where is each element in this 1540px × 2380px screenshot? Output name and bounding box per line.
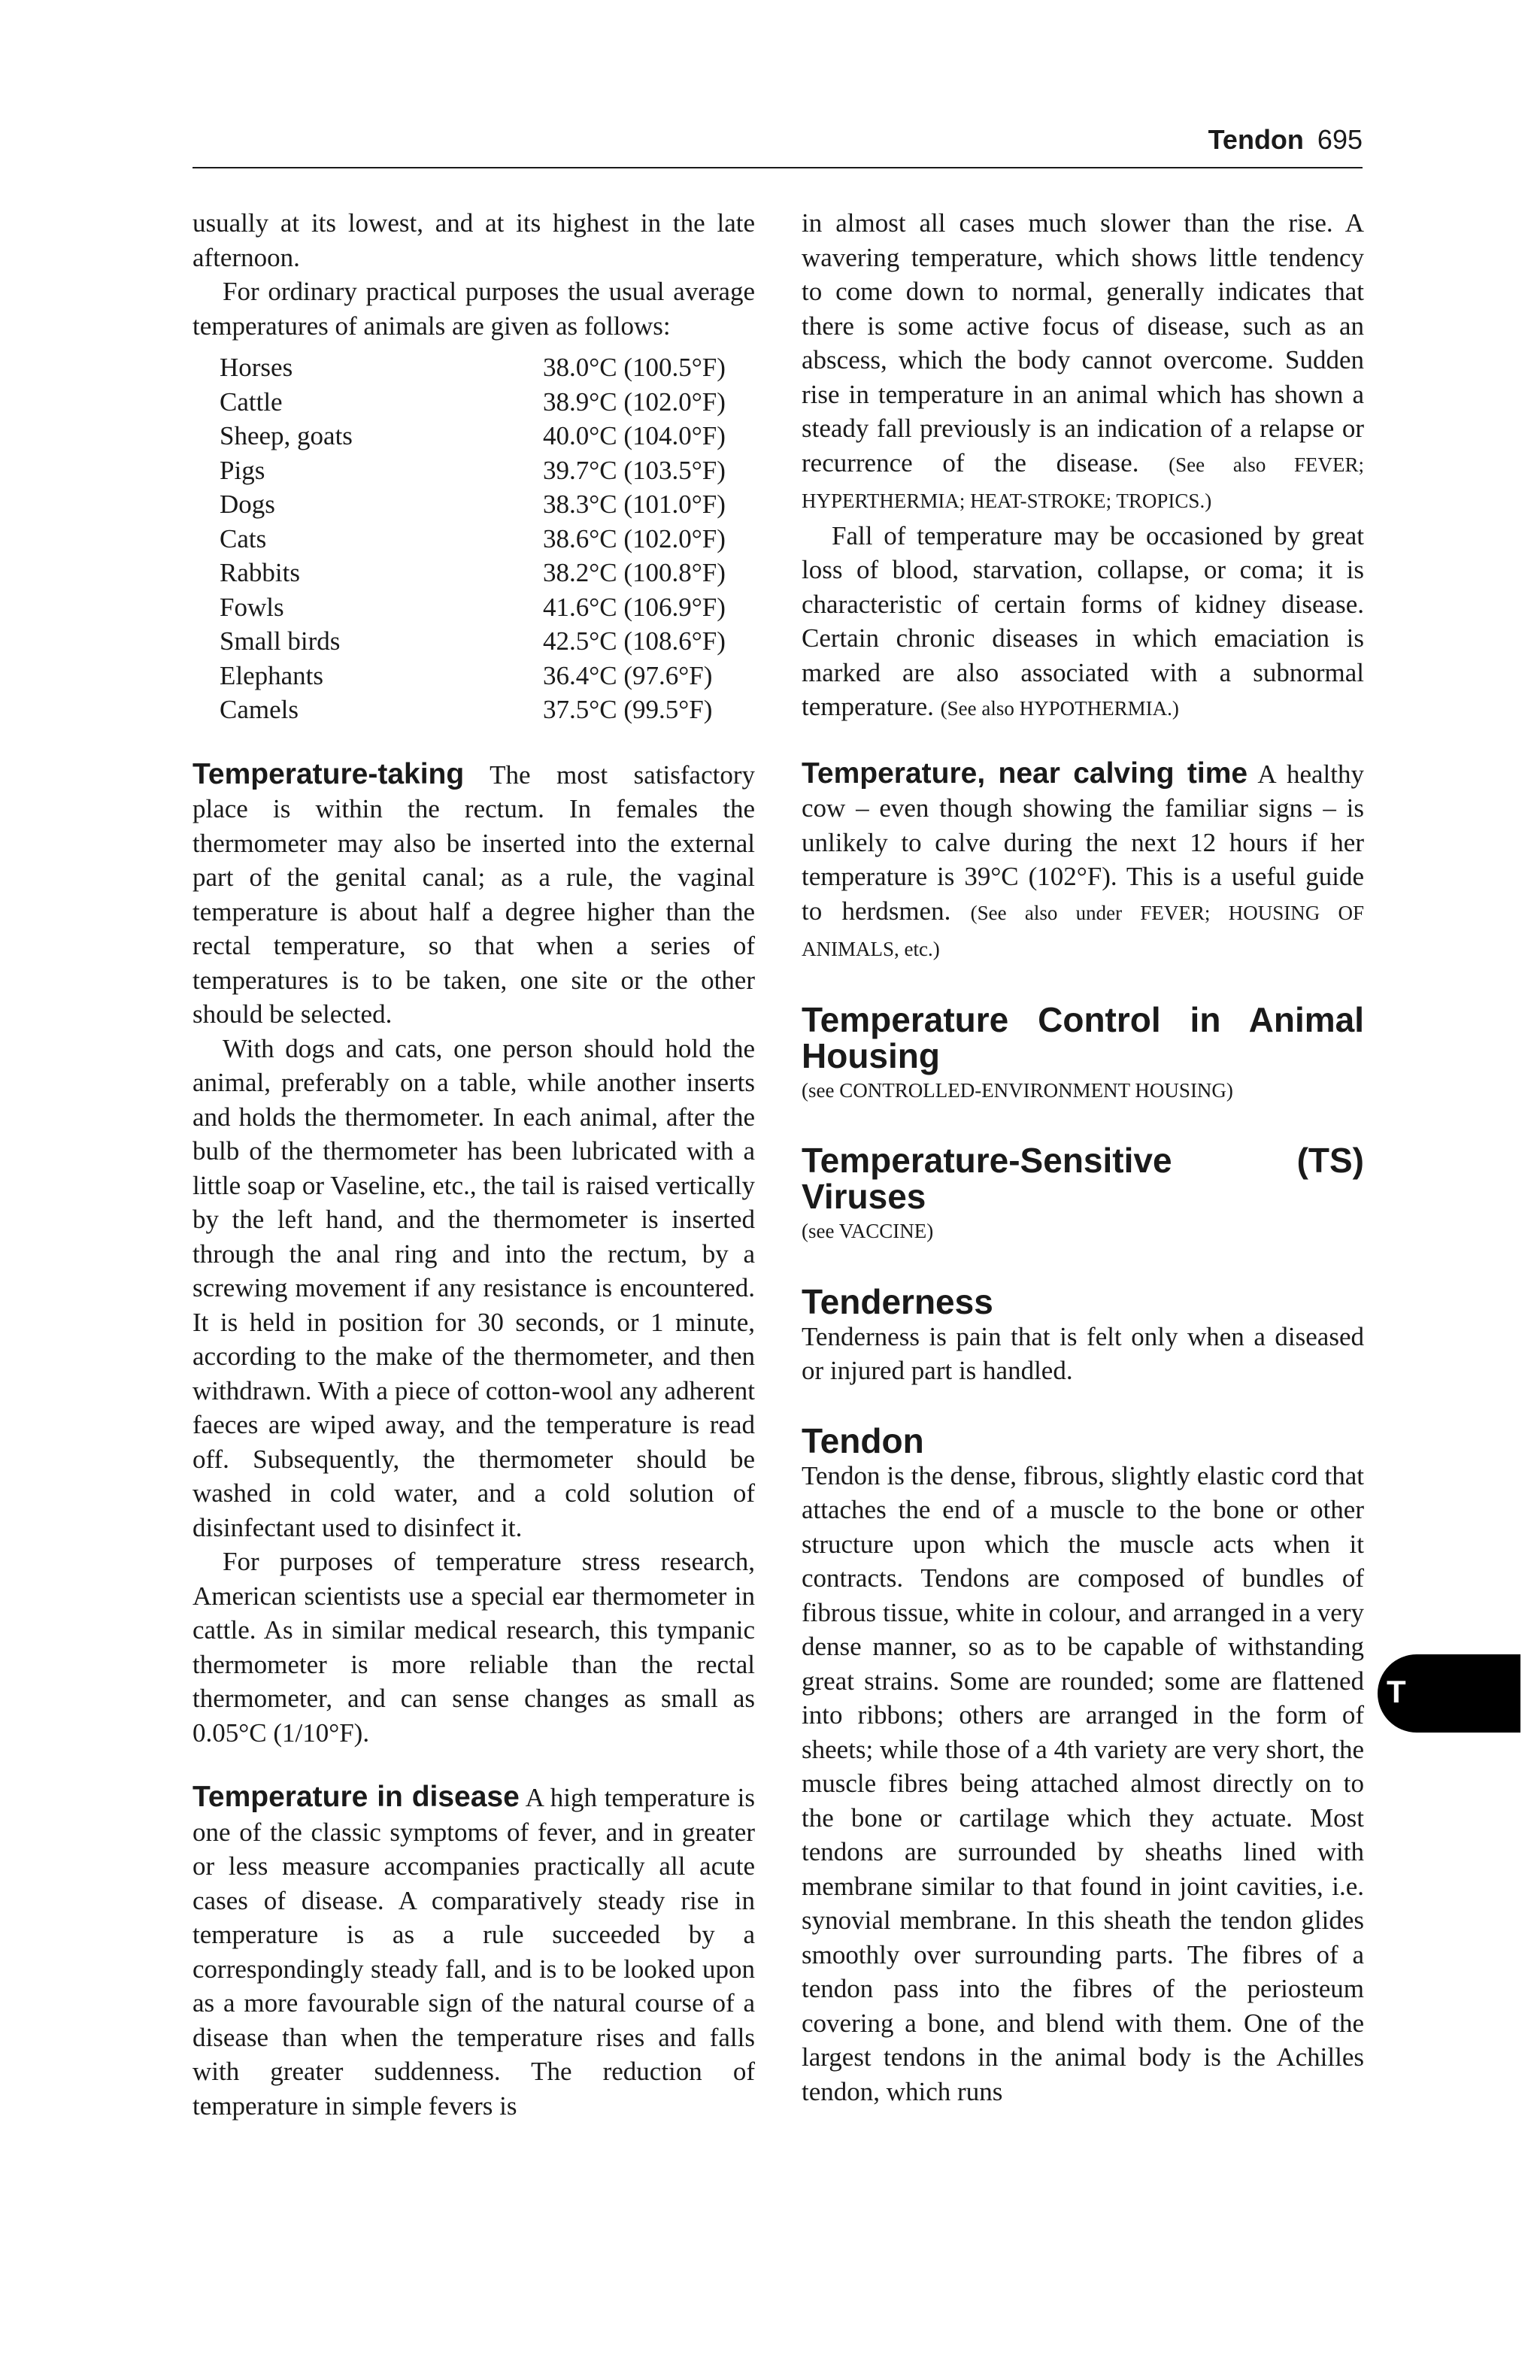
- temperature-value: 39.7°C (103.5°F): [543, 455, 726, 485]
- animal-name: Camels: [220, 695, 299, 724]
- animal-name: Small birds: [220, 626, 341, 656]
- animal-name: Elephants: [220, 660, 324, 690]
- temperature-value: 40.0°C (104.0°F): [543, 421, 726, 450]
- animal-name: Pigs: [220, 455, 265, 485]
- temperature-row: [220, 590, 726, 625]
- headword: Temperature Control in Animal Housing: [802, 999, 1364, 1075]
- running-header-title: Tendon: [1208, 124, 1304, 155]
- cross-reference: (See also under FEVER; HOUSING OF ANIMALS, etc.): [802, 901, 1365, 960]
- cross-reference: (See also HYPOTHERMIA.): [940, 697, 1179, 720]
- paragraph: For ordinary practical purposes the usual average temperatures of animals are given as follows:: [192, 277, 755, 341]
- temperature-row: [220, 419, 726, 453]
- header-rule: [192, 167, 1363, 168]
- temperature-row: [220, 624, 726, 659]
- temperature-row: [220, 350, 726, 385]
- temperature-value: 38.2°C (100.8°F): [543, 558, 726, 587]
- headword: Temperature-Sensitive (TS) Viruses: [802, 1141, 1364, 1216]
- temperature-row: [220, 522, 726, 556]
- animal-name: Rabbits: [220, 558, 300, 587]
- temperature-row: [220, 487, 726, 522]
- paragraph: With dogs and cats, one person should hold the animal, preferably on a table, while another inserts and holds the thermometer. In each animal, after the bulb of the thermometer has been lubricated with a little soap or Vaseline, etc., the tail is raised vertically by the left hand, and the thermometer is inserted through the anal ring and into the rectum, by a screwing movement if any resistance is encountered. It is held in position for 30 seconds, or 1 minute, according to the make of the thermometer, and then withdrawn. With a piece of cotton-wool any adherent faeces are wiped away, and the temperature is read off. Subsequently, the thermometer should be washed in cold water, and a cold solution of disinfectant used to disinfect it.: [192, 1033, 755, 1542]
- headword: Tendon: [802, 1420, 924, 1460]
- paragraph: Fall of temperature may be occasioned by great loss of blood, starvation, collapse, or coma; it is characteristic of certain forms of kidney disease. Certain chronic diseases in which emaciation is marked are also associated with a subnormal temperature. (See also HYPOTHERMIA.): [802, 520, 1364, 721]
- page-number: 695: [1317, 124, 1363, 155]
- paragraph: For purposes of temperature stress research, American scientists use a special ear thermometer in cattle. As in similar medical research, this tympanic thermometer is more reliable than the rectal thermometer, and can sense changes as small as 0.05°C (1/10°F).: [192, 1547, 755, 1748]
- animal-name: Cats: [220, 523, 267, 553]
- running-header: [1208, 124, 1363, 156]
- entry-temperature-taking: [192, 757, 755, 1032]
- subheading: Temperature in disease: [192, 1781, 520, 1813]
- temperature-value: 41.6°C (106.9°F): [543, 592, 726, 622]
- paragraph: usually at its lowest, and at its highest in the late afternoon.: [192, 208, 755, 272]
- entry-text: A high temperature is one of the classic symptoms of fever, and in greater or less measure accompanies practically all acute cases of disease. A comparatively steady rise in temperature is as a rule succeeded by a correspondingly steady fall, and is to be looked upon as a more favourable sign of the natural course of a disease than when the temperature rises and falls with greater suddenness. The reduction of temperature in simple fevers is: [192, 1783, 755, 2121]
- temperature-value: 38.6°C (102.0°F): [543, 523, 726, 553]
- temperature-row: [220, 659, 726, 693]
- subheading: Temperature-taking: [192, 757, 465, 790]
- right-column: [802, 206, 1364, 2109]
- entry-temperature-in-disease: [192, 1780, 755, 2123]
- animal-name: Horses: [220, 353, 293, 382]
- temperature-row: [220, 385, 726, 420]
- temperature-value: 36.4°C (97.6°F): [543, 660, 713, 690]
- cross-reference: (see VACCINE): [802, 1220, 934, 1242]
- temperature-value: 38.3°C (101.0°F): [543, 490, 726, 519]
- subheading: Temperature, near calving time: [802, 756, 1248, 790]
- temperature-value: 37.5°C (99.5°F): [543, 695, 713, 724]
- paragraph: in almost all cases much slower than the rise. A wavering temperature, which shows little tendency to come down to normal, generally indicates that there is some active focus of disease, such as an abscess, which the body cannot overcome. Sudden rise in temperature in an animal which has shown a steady fall previously is an indication of a relapse or recurrence of the disease. (See also FEVER; HYPERTHERMIA; HEAT-STROKE; TROPICS.): [802, 208, 1365, 512]
- temperature-table: [220, 350, 726, 727]
- paragraph: Tendon is the dense, fibrous, slightly elastic cord that attaches the end of a muscle to the bone or other structure upon which the muscle acts when it contracts. Tendons are composed of bundles of fibrous tissue, white in colour, and arranged in a very dense manner, so as to be capable of withstanding great strains. Some are rounded; some are flattened into ribbons; others are arranged in the form of sheets; while those of a 4th variety are very short, the muscle fibres being attached almost directly on to the bone or cartilage which they actuate. Most tendons are surrounded by sheaths lined with membrane similar to that found in joint cavities, i.e. synovial membrane. In this sheath the tendon glides smoothly over surrounding parts. The fibres of a tendon pass into the fibres of the periosteum covering a bone, and blend with them. One of the largest tendons in the animal body is the Achilles tendon, which runs: [802, 1460, 1364, 2106]
- animal-name: Fowls: [220, 592, 284, 622]
- animal-name: Cattle: [220, 387, 283, 417]
- cross-reference: (See also FEVER; HYPERTHERMIA; HEAT-STROKE; TROPICS.): [802, 453, 1365, 512]
- temperature-row: [220, 453, 726, 488]
- entry-text: The most satisfactory place is within the rectum. In females the thermometer may also be inserted into the external part of the genital canal; as a rule, the vaginal temperature is about half a degree higher than the rectal temperature, so that when a series of temperatures is to be taken, one site or the other should be selected.: [192, 759, 755, 1029]
- temperature-value: 42.5°C (108.6°F): [543, 626, 726, 656]
- animal-name: Dogs: [220, 490, 275, 519]
- entry-near-calving-time: Temperature, near calving time A healthy cow – even though showing the familiar signs – is unlikely to calve during the next 12 hours if her temperature is 39°C (102°F). This is a useful guide to herdsmen. (See also under FEVER; HOUSING OF ANIMALS, etc.): [802, 756, 1365, 960]
- left-column: [192, 206, 755, 2123]
- temperature-value: 38.9°C (102.0°F): [543, 387, 726, 417]
- section-tab-letter: T: [1387, 1674, 1406, 1709]
- temperature-value: 38.0°C (100.5°F): [543, 353, 726, 382]
- section-tab-marker: [1378, 1654, 1520, 1733]
- headword: Tenderness: [802, 1281, 993, 1321]
- cross-reference: (see CONTROLLED-ENVIRONMENT HOUSING): [802, 1078, 1233, 1102]
- temperature-row: [220, 556, 726, 590]
- paragraph: Tenderness is pain that is felt only when a diseased or injured part is handled.: [802, 1321, 1364, 1385]
- animal-name: Sheep, goats: [220, 421, 353, 450]
- temperature-row: [220, 693, 726, 727]
